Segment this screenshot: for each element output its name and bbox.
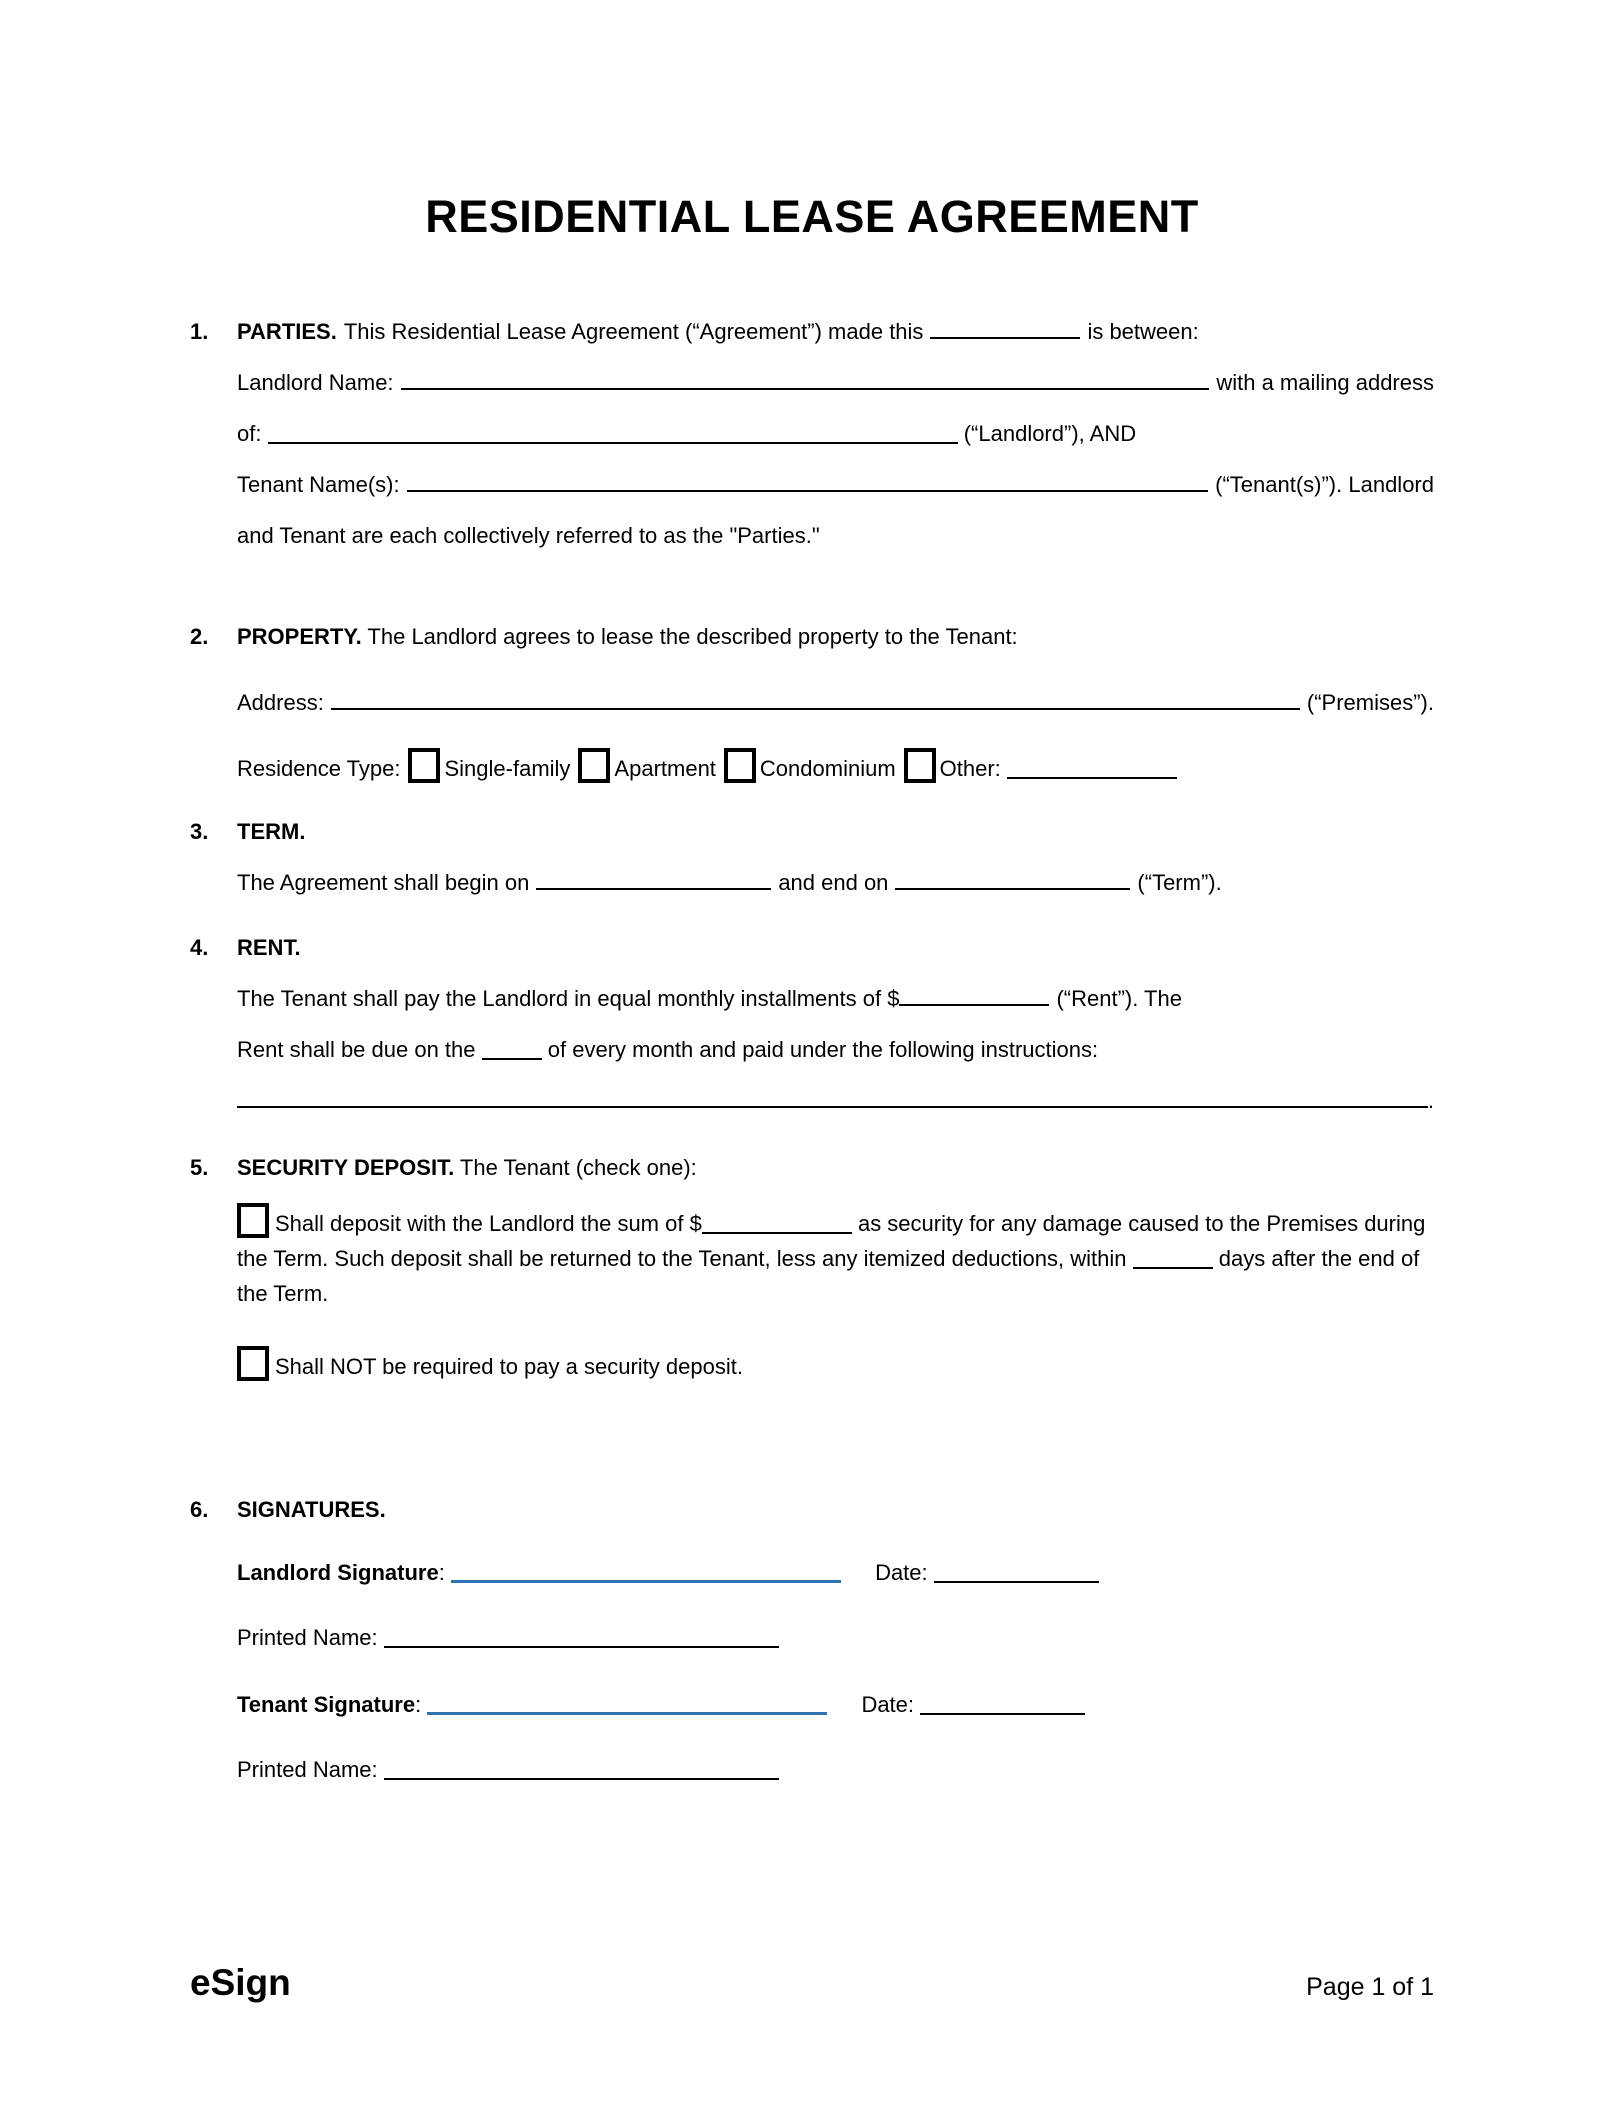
page-number: Page 1 of 1 <box>1306 1973 1434 2001</box>
checkbox-shall-deposit[interactable] <box>237 1203 269 1238</box>
property-address-line <box>237 677 1434 728</box>
section-number-signatures: 6. <box>190 1497 209 1522</box>
deposit-option-2 <box>237 1346 1434 1384</box>
parties-line-5: and Tenant are each collectively referred to as the "Parties." <box>237 523 820 548</box>
option-other-label: Other: <box>939 756 1001 781</box>
deposit-opt1-mid: as security for any damage caused to the Premises during the Term. Such deposit shall be returned to the Tenant, less any itemized deductions, within <box>237 1211 1426 1271</box>
term-middle-text: and end on <box>778 870 889 895</box>
section-number-parties: 1. <box>190 319 209 344</box>
section-parties <box>190 306 1434 561</box>
tenant-names-blank[interactable] <box>407 485 1209 492</box>
parties-heading: PARTIES. <box>237 319 337 344</box>
address-label: Address: <box>237 690 324 715</box>
option-condominium-label: Condominium <box>759 756 896 781</box>
checkbox-apartment[interactable] <box>578 748 610 783</box>
landlord-signature-label: Landlord Signature <box>237 1560 439 1585</box>
section-number-rent: 4. <box>190 935 209 960</box>
rent-line-2 <box>237 1024 1434 1075</box>
parties-line-3 <box>237 408 1434 459</box>
rent-line-3 <box>237 1075 1434 1126</box>
section-number-term: 3. <box>190 819 209 844</box>
payment-instructions-blank[interactable] <box>237 1101 1428 1108</box>
landlord-signature-row <box>237 1547 1434 1598</box>
parties-line4-post: (“Tenant(s)”). Landlord <box>1215 472 1434 497</box>
parties-line-4 <box>237 459 1434 510</box>
section-parties-body <box>237 306 1434 561</box>
page-footer <box>190 1962 1434 2004</box>
checkbox-other[interactable] <box>904 748 936 783</box>
address-post: (“Premises”). <box>1306 690 1434 715</box>
section-rent-body <box>237 922 1434 1126</box>
parties-line1-text: This Residential Lease Agreement (“Agreement”) made this <box>343 319 924 344</box>
other-residence-blank[interactable] <box>1007 772 1177 779</box>
section-property <box>190 611 1434 794</box>
section-signatures-body <box>237 1484 1434 1795</box>
parties-line-2 <box>237 357 1434 408</box>
rent-line3-period: . <box>1427 1088 1434 1113</box>
rent-amount-blank[interactable] <box>899 999 1049 1006</box>
tenant-names-label: Tenant Name(s): <box>237 472 400 497</box>
parties-line2-post: with a mailing address <box>1216 370 1434 395</box>
landlord-printed-name-row <box>237 1612 1434 1663</box>
tenant-printed-name-label: Printed Name: <box>237 1757 378 1782</box>
section-number-property: 2. <box>190 624 209 649</box>
term-begin-text: The Agreement shall begin on <box>237 870 530 895</box>
page-title: RESIDENTIAL LEASE AGREEMENT <box>425 191 1199 242</box>
security-heading: SECURITY DEPOSIT. <box>237 1155 455 1180</box>
tenant-date-blank[interactable] <box>920 1708 1085 1715</box>
term-line <box>237 857 1434 908</box>
residence-type-label: Residence Type: <box>237 756 401 781</box>
section-term-body <box>237 806 1434 908</box>
landlord-printed-name-blank[interactable] <box>384 1641 779 1648</box>
tenant-printed-name-row <box>237 1744 1434 1795</box>
landlord-address-blank[interactable] <box>268 437 958 444</box>
landlord-date-blank[interactable] <box>934 1576 1099 1583</box>
term-post-text: (“Term”). <box>1137 870 1222 895</box>
tenant-date-label: Date: <box>861 1692 915 1717</box>
option-apartment-label: Apartment <box>614 756 716 781</box>
esign-logo: eSign <box>190 1962 291 2003</box>
property-heading-line <box>237 611 1434 662</box>
option-single-family-label: Single-family <box>444 756 571 781</box>
parties-line-1 <box>237 306 1434 357</box>
term-end-date-blank[interactable] <box>895 883 1130 890</box>
deposit-opt1-text: Shall deposit with the Landlord the sum of $ <box>275 1211 702 1236</box>
term-start-date-blank[interactable] <box>536 883 771 890</box>
property-heading: PROPERTY. <box>237 624 362 649</box>
tenant-signature-row <box>237 1679 1434 1730</box>
residence-type-line <box>237 743 1434 794</box>
deposit-amount-blank[interactable] <box>702 1227 852 1234</box>
landlord-name-label: Landlord Name: <box>237 370 394 395</box>
deposit-return-days-blank[interactable] <box>1133 1262 1213 1269</box>
rent-line1-text: The Tenant shall pay the Landlord in equal monthly installments of $ <box>237 986 900 1011</box>
security-heading-line <box>237 1142 1434 1193</box>
made-this-date-blank[interactable] <box>930 332 1080 339</box>
checkbox-no-deposit[interactable] <box>237 1346 269 1381</box>
deposit-opt1-post: days after the end of the Term. <box>237 1246 1420 1306</box>
tenant-signature-colon: : <box>415 1692 422 1717</box>
security-intro: The Tenant (check one): <box>459 1155 697 1180</box>
checkbox-single-family[interactable] <box>408 748 440 783</box>
parties-line1-post: is between: <box>1087 319 1199 344</box>
of-label: of: <box>237 421 262 446</box>
landlord-signature-colon: : <box>438 1560 445 1585</box>
section-number-security: 5. <box>190 1155 209 1180</box>
rent-line-1 <box>237 973 1434 1024</box>
rent-due-day-blank[interactable] <box>482 1053 542 1060</box>
rent-line2-text: Rent shall be due on the <box>237 1037 476 1062</box>
parties-line3-post: (“Landlord”), AND <box>963 421 1137 446</box>
tenant-signature-label: Tenant Signature <box>237 1692 416 1717</box>
property-intro: The Landlord agrees to lease the described property to the Tenant: <box>367 624 1018 649</box>
checkbox-condominium[interactable] <box>724 748 756 783</box>
section-rent <box>190 922 1434 1126</box>
signatures-heading: SIGNATURES. <box>237 1497 386 1522</box>
property-address-blank[interactable] <box>331 703 1300 710</box>
landlord-name-blank[interactable] <box>401 383 1210 390</box>
landlord-signature-line[interactable] <box>451 1575 841 1583</box>
section-security-body <box>237 1142 1434 1384</box>
section-security-deposit <box>190 1142 1434 1384</box>
deposit-option-1 <box>237 1203 1434 1311</box>
rent-heading: RENT. <box>237 935 301 960</box>
landlord-date-label: Date: <box>875 1560 928 1585</box>
section-property-body <box>237 611 1434 794</box>
landlord-printed-name-label: Printed Name: <box>237 1625 378 1650</box>
deposit-opt2-text: Shall NOT be required to pay a security deposit. <box>275 1354 743 1379</box>
rent-line1-post: (“Rent”). The <box>1056 986 1182 1011</box>
tenant-printed-name-blank[interactable] <box>384 1773 779 1780</box>
section-signatures <box>190 1484 1434 1795</box>
section-term <box>190 806 1434 908</box>
rent-line2-post: of every month and paid under the following instructions: <box>547 1037 1099 1062</box>
tenant-signature-line[interactable] <box>427 1707 827 1715</box>
term-heading: TERM. <box>237 819 306 844</box>
